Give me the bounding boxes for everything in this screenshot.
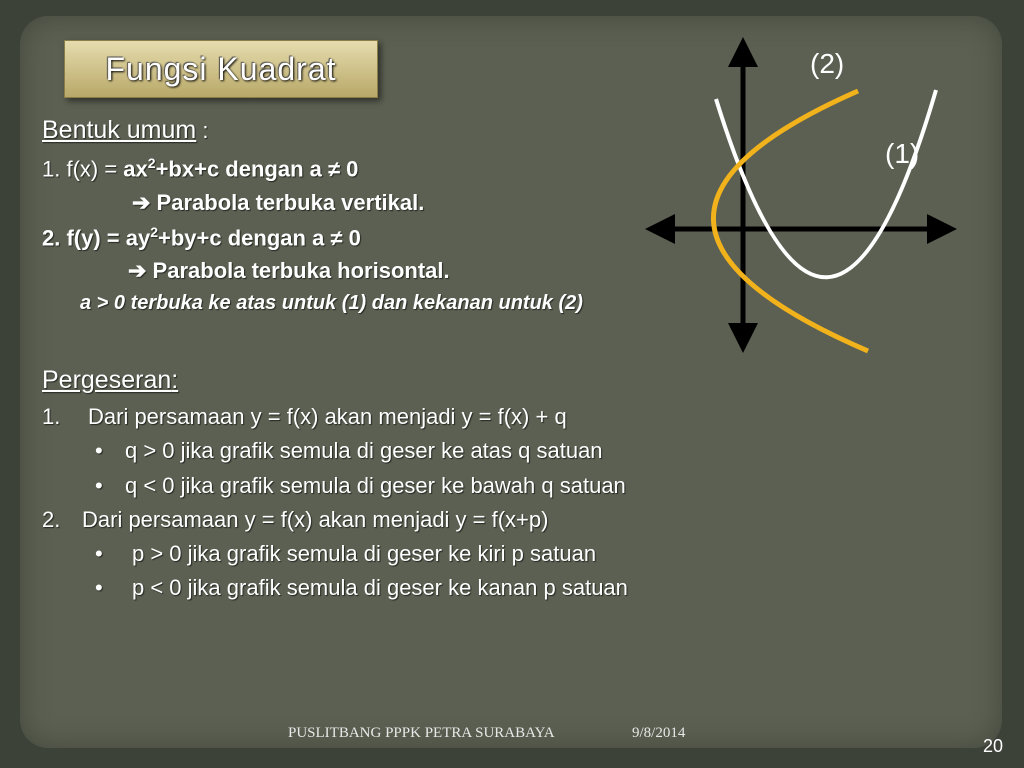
graph-label-1: (1) <box>885 138 920 169</box>
graph-label-2: (2) <box>810 48 845 79</box>
item1-prefix: 1. f(x) = <box>42 156 124 182</box>
bentuk-item-1-result: ➔ Parabola terbuka vertikal. <box>132 190 425 215</box>
bentuk-heading: Bentuk umum <box>42 116 197 144</box>
bullet-icon: • <box>95 473 103 498</box>
bentuk-item-2-result: ➔ Parabola terbuka horisontal. <box>128 258 450 283</box>
pergeseran-colon: : <box>171 366 179 394</box>
pergeseran-heading: Pergeseran <box>42 366 172 394</box>
footer-date: 9/8/2014 <box>632 725 686 741</box>
bullet-icon: • <box>95 438 103 463</box>
pergeseran-item-1-bullet-1: q > 0 jika grafik semula di geser ke atas q satuan <box>125 438 603 463</box>
item1-formula-b: +bx+c dengan a ≠ 0 <box>155 156 359 182</box>
pergeseran-item-1-bullet-2: q < 0 jika grafik semula di geser ke bawah q satuan <box>125 473 626 498</box>
pergeseran-item-2-bullet-2: p < 0 jika grafik semula di geser ke kanan p satuan <box>132 575 628 600</box>
footer-org: PUSLITBANG PPPK PETRA SURABAYA <box>288 725 555 741</box>
vertical-parabola-curve <box>716 90 936 277</box>
item2-formula-b: +by+c dengan a ≠ 0 <box>158 225 361 251</box>
item1-sup: 2 <box>147 155 156 171</box>
pergeseran-item-2-text: Dari persamaan y = f(x) akan menjadi y = f(x+p) <box>82 507 549 532</box>
bullet-icon: • <box>95 541 103 566</box>
pergeseran-item-2-num: 2. <box>42 507 61 532</box>
bentuk-note: a > 0 terbuka ke atas untuk (1) dan kekanan untuk (2) <box>80 292 583 314</box>
page-number: 20 <box>983 736 1004 756</box>
bentuk-colon: : <box>196 118 209 143</box>
bullet-icon: • <box>95 575 103 600</box>
pergeseran-item-1-num: 1. <box>42 404 61 429</box>
item2-sup: 2 <box>150 224 159 240</box>
item2-formula-a: 2. f(y) = ay <box>42 225 151 251</box>
item1-formula-a: ax <box>123 156 148 182</box>
horizontal-parabola-curve <box>713 91 868 351</box>
pergeseran-item-1-text: Dari persamaan y = f(x) akan menjadi y = f(x) + q <box>88 404 567 429</box>
pergeseran-item-2-bullet-1: p > 0 jika grafik semula di geser ke kiri p satuan <box>132 541 597 566</box>
slide-title: Fungsi Kuadrat <box>105 50 337 87</box>
